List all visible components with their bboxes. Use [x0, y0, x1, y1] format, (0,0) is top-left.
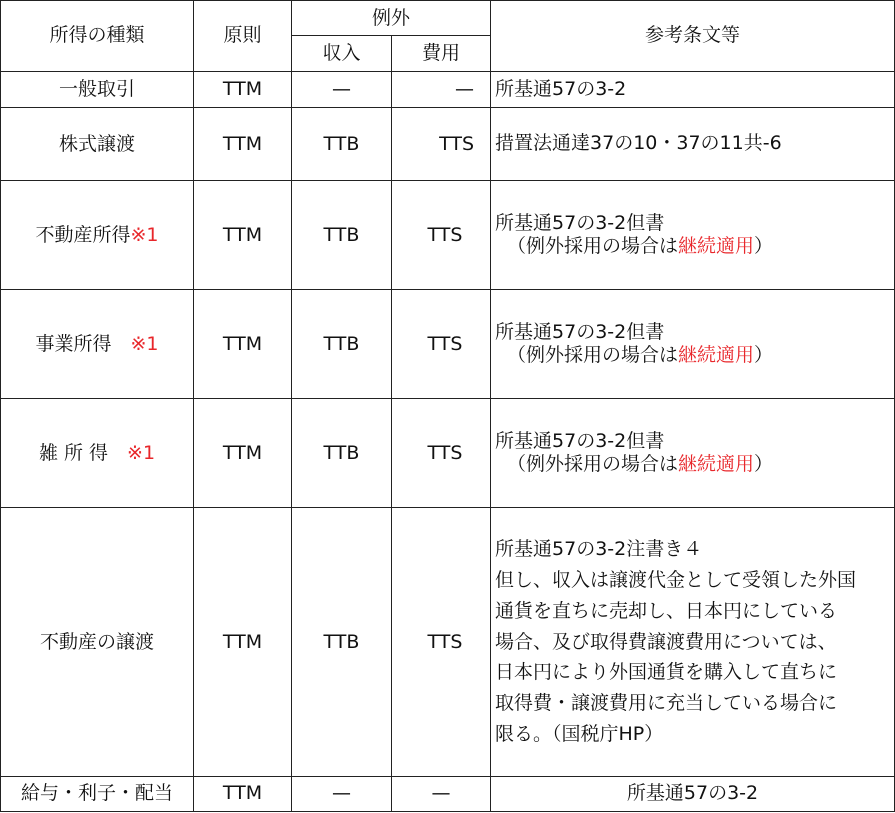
continuous-application-highlight: 継続適用 — [678, 344, 755, 367]
header-income: 収入 — [292, 36, 392, 71]
table-row — [1, 776, 895, 811]
income-type-cell: 株式譲渡 — [1, 108, 194, 181]
expense-cell: TTS — [392, 399, 491, 508]
table-row — [1, 508, 895, 776]
reference-line: 所基通57の3-2注書き４ — [495, 538, 703, 561]
income-cell: — — [292, 776, 392, 811]
table-row — [1, 290, 895, 399]
income-cell: TTB — [292, 399, 392, 508]
continuous-application-highlight: 継続適用 — [678, 234, 755, 257]
principle-cell: TTM — [194, 399, 292, 508]
reference-cell: 所基通57の3-2 — [491, 71, 895, 107]
reference-note-text: （例外採用の場合は — [507, 453, 679, 476]
reference-cell — [491, 508, 895, 776]
expense-cell: TTS — [392, 180, 491, 289]
reference-note-text: （例外採用の場合は — [507, 234, 679, 257]
expense-cell: TTS — [392, 508, 491, 776]
table-row — [1, 71, 895, 107]
header-principle: 原則 — [194, 1, 292, 72]
reference-cell — [491, 399, 895, 508]
header-income-type: 所得の種類 — [1, 1, 194, 72]
reference-line: 通貨を直ちに売却し、日本円にしている — [495, 599, 838, 622]
income-cell: TTB — [292, 290, 392, 399]
income-type-cell — [1, 290, 194, 399]
expense-cell: TTS — [392, 108, 491, 181]
reference-line: 限る。（国税庁HP） — [495, 722, 664, 745]
income-type-cell: 一般取引 — [1, 71, 194, 107]
principle-cell: TTM — [194, 108, 292, 181]
income-cell: — — [292, 71, 392, 107]
table-row — [1, 180, 895, 289]
note-mark: ※1 — [130, 223, 159, 246]
income-type-cell: 不動産の譲渡 — [1, 508, 194, 776]
reference-note-line — [495, 344, 894, 367]
reference-note-close: ） — [754, 453, 774, 476]
income-type-label: 不動産所得 — [35, 223, 131, 246]
principle-cell: TTM — [194, 290, 292, 399]
expense-cell: — — [392, 776, 491, 811]
header-reference: 参考条文等 — [491, 1, 895, 72]
reference-note-close: ） — [754, 344, 774, 367]
table-row — [1, 108, 895, 181]
note-mark: ※1 — [127, 441, 156, 464]
reference-line: 所基通57の3-2但書 — [495, 211, 665, 234]
reference-line: 但し、収入は譲渡代金として受領した外国 — [495, 569, 857, 592]
expense-cell: — — [392, 71, 491, 107]
header-exception: 例外 — [292, 1, 491, 36]
note-mark: ※1 — [130, 332, 159, 355]
principle-cell: TTM — [194, 180, 292, 289]
header-row-1 — [1, 1, 895, 36]
income-type-label: 事業所得 — [35, 332, 131, 355]
income-type-cell — [1, 399, 194, 508]
income-type-label: 雑 所 得 — [38, 441, 128, 464]
reference-note-line — [495, 453, 894, 476]
reference-cell — [491, 180, 895, 289]
reference-cell: 措置法通達37の10・37の11共-6 — [491, 108, 895, 181]
reference-note-line — [495, 235, 894, 258]
reference-note-text: （例外採用の場合は — [507, 344, 679, 367]
principle-cell: TTM — [194, 508, 292, 776]
principle-cell: TTM — [194, 71, 292, 107]
income-type-cell — [1, 180, 194, 289]
income-type-cell: 給与・利子・配当 — [1, 776, 194, 811]
header-expense: 費用 — [392, 36, 491, 71]
income-cell: TTB — [292, 108, 392, 181]
reference-line: 日本円により外国通貨を購入して直ちに — [495, 661, 838, 684]
reference-line: 所基通57の3-2但書 — [495, 320, 665, 343]
reference-line: 取得費・譲渡費用に充当している場合に — [495, 692, 838, 715]
reference-cell: 所基通57の3-2 — [491, 776, 895, 811]
reference-line: 場合、及び取得費譲渡費用については、 — [495, 630, 837, 653]
reference-line: 所基通57の3-2但書 — [495, 430, 665, 453]
table-row — [1, 399, 895, 508]
expense-cell: TTS — [392, 290, 491, 399]
income-cell: TTB — [292, 508, 392, 776]
reference-cell — [491, 290, 895, 399]
income-cell: TTB — [292, 180, 392, 289]
principle-cell: TTM — [194, 776, 292, 811]
continuous-application-highlight: 継続適用 — [678, 453, 755, 476]
reference-note-close: ） — [754, 234, 774, 257]
